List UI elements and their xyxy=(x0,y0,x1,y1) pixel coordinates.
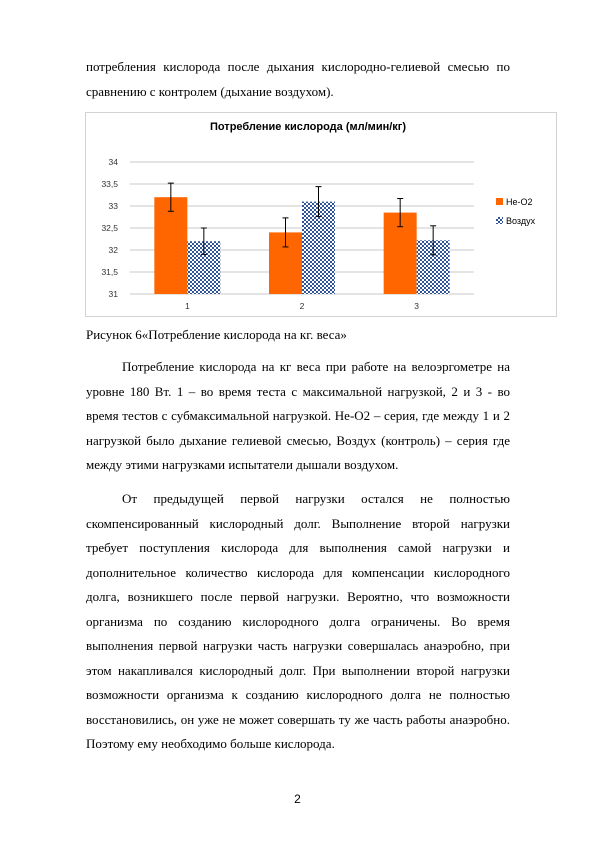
y-axis-ticks xyxy=(101,157,118,299)
oxygen-consumption-chart xyxy=(85,112,557,317)
y-tick-label: 32,5 xyxy=(101,223,118,233)
x-tick-label: 2 xyxy=(299,301,305,311)
y-tick-label: 33 xyxy=(108,201,118,211)
legend-label: Не-О2 xyxy=(506,197,533,207)
y-tick-label: 32 xyxy=(108,245,118,255)
intro-paragraph: потребления кислорода после дыхания кислородно-гелиевой смесью по сравнению с контролем (дыхание воздухом). xyxy=(86,59,510,99)
legend-swatch xyxy=(496,217,503,224)
legend-label: Воздух xyxy=(506,216,536,226)
body-paragraph-2: От предыдущей первой нагрузки остался не полностью скомпенсированный кислородный долг. Выполнение второй нагрузки требует поступления кислорода для выполнения самой нагрузки и дополнительное количество кислорода для компенсации кислородного долга, возникшего после первой нагрузки. Вероятно, что возможности организма по созданию кислородного долга ограничены. Во время выполнения первой нагрузки часть нагрузки совершалась анаэробно, при этом накапливался кислородный долг. При выполнении второй нагрузки возможности организма к созданию кислородного долга не полностью восстановились, он уже не может совершать ту же часть работы анаэробно. Поэтому ему необходимо больше кислорода. xyxy=(86,491,510,751)
y-tick-label: 33,5 xyxy=(101,179,118,189)
figure-caption: Рисунок 6«Потребление кислорода на кг. веса» xyxy=(86,327,347,342)
y-tick-label: 31,5 xyxy=(101,267,118,277)
body-paragraph-1: Потребление кислорода на кг веса при работе на велоэргометре на уровне 180 Вт. 1 – во время теста с максимальной нагрузкой, 2 и 3 - во время тестов с субмаксимальной нагрузкой. Не-О2 – серия, где между 1 и 2 нагрузкой было дыхание гелиевой смесью, Воздух (контроль) – серия где между этими нагрузками испытатели дышали воздухом. xyxy=(86,359,510,472)
chart-canvas xyxy=(86,113,556,316)
y-tick-label: 31 xyxy=(108,289,118,299)
x-tick-label: 3 xyxy=(414,301,420,311)
x-axis-ticks xyxy=(185,301,419,311)
chart-bars xyxy=(154,197,449,294)
page-number: 2 xyxy=(294,792,301,806)
chart-title: Потребление кислорода (мл/мин/кг) xyxy=(209,121,407,133)
y-tick-label: 34 xyxy=(108,157,118,167)
legend-swatch xyxy=(496,198,503,205)
chart-legend xyxy=(496,197,536,226)
x-tick-label: 1 xyxy=(184,301,190,311)
